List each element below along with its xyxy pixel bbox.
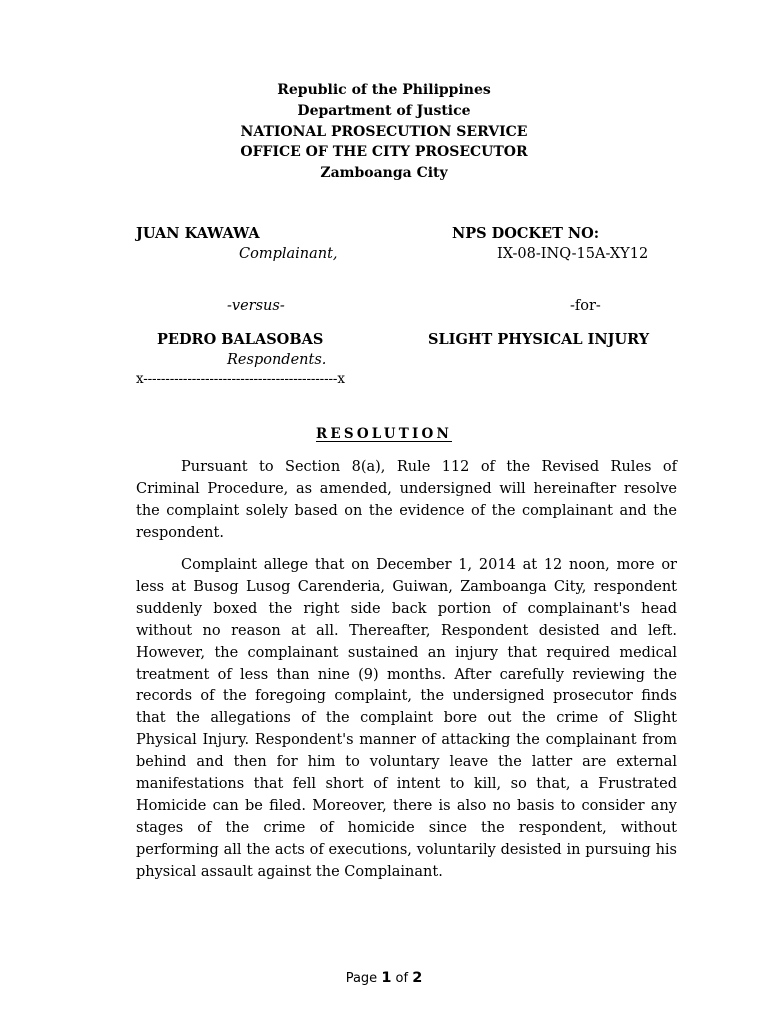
offense-title: SLIGHT PHYSICAL INJURY <box>428 331 650 348</box>
page-footer <box>0 968 768 989</box>
resolution-title-text: RESOLUTION <box>315 426 452 442</box>
docket-number: IX-08-INQ-15A-XY12 <box>497 246 649 262</box>
footer-of-word: of <box>395 971 409 986</box>
document-header <box>0 80 768 184</box>
header-department: Department of Justice <box>297 102 471 119</box>
footer-total-pages: 2 <box>412 970 423 986</box>
header-city: Zamboanga City <box>320 165 448 182</box>
respondent-role: Respondents. <box>227 352 327 368</box>
versus-text: -versus- <box>227 298 285 314</box>
caption-separator: x--------------------------------------------x <box>136 371 345 387</box>
footer-page-word: Page <box>345 971 378 986</box>
header-office: OFFICE OF THE CITY PROSECUTOR <box>240 144 528 161</box>
docket-label: NPS DOCKET NO: <box>452 225 600 242</box>
for-text: -for- <box>570 298 601 314</box>
footer-current-page: 1 <box>381 970 392 986</box>
header-prosecution-service: NATIONAL PROSECUTION SERVICE <box>240 123 528 140</box>
complainant-role: Complainant, <box>239 246 338 262</box>
paragraph-2: Complaint allege that on December 1, 2014 at 12 noon, more or less at Busog Lusog Carenderia, Guiwan, Zamboanga City, respondent suddenly boxed the right side back portion of complainant's head without no reason at all. Thereafter, Respondent desisted and left. However, the complainant sustained an injury that required medical treatment of less than nine (9) months. After carefully reviewing the records of the foregoing complaint, the undersigned prosecutor finds that the allegations of the complaint bore out the crime of Slight Physical Injury. Respondent's manner of attacking the complainant from behind and then for him to voluntary leave the latter are external manifestations that fell short of intent to kill, so that, a Frustrated Homicide can be filed. Moreover, there is also no basis to consider any stages of the crime of homicide since the respondent, without performing all the acts of executions, voluntarily desisted in pursuing his physical assault against the Complainant. <box>136 557 677 880</box>
resolution-title <box>0 424 768 444</box>
header-republic: Republic of the Philippines <box>277 82 491 98</box>
paragraph-1: Pursuant to Section 8(a), Rule 112 of the Revised Rules of Criminal Procedure, as amended, undersigned will hereinafter resolve the complaint solely based on the evidence of the complainant and the respondent. <box>136 459 677 541</box>
complainant-name: JUAN KAWAWA <box>136 225 260 242</box>
respondent-name: PEDRO BALASOBAS <box>157 331 324 348</box>
